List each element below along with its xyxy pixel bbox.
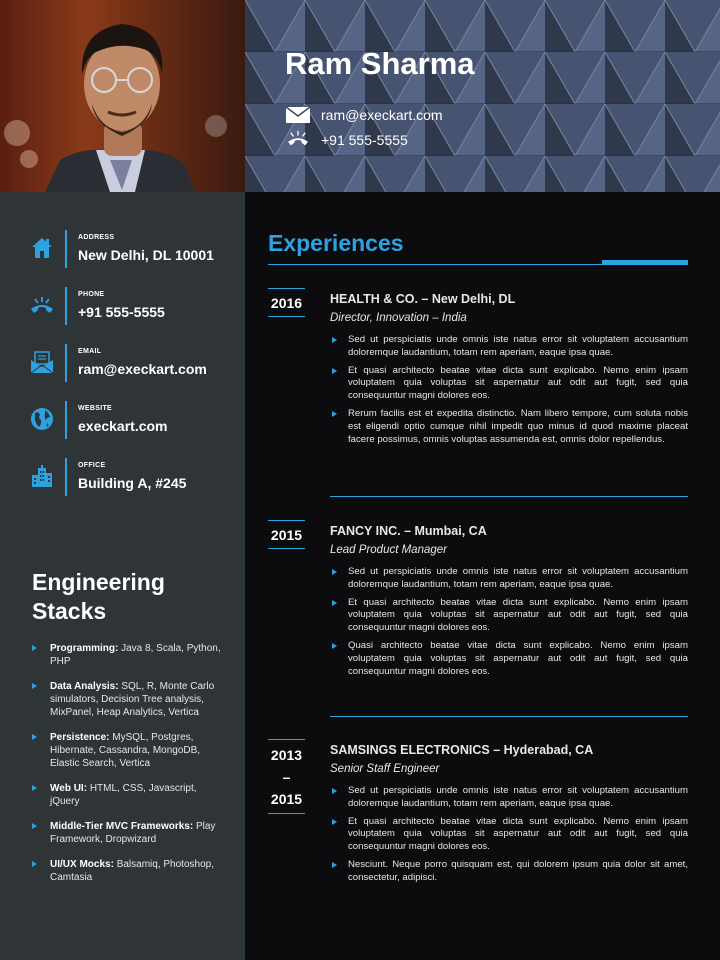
stack-key: Data Analysis: — [50, 681, 119, 692]
stack-key: Programming: — [50, 643, 119, 654]
info-label: EMAIL — [78, 348, 102, 355]
bullet-icon — [332, 862, 337, 868]
bullet-icon — [32, 645, 37, 651]
bullet-text: Sed ut perspiciatis unde omnis iste natus error sit voluptatem accusantium doloremque laudantium, totam rem aperiam, eaque ipsa quae. — [348, 566, 688, 590]
bullet-icon — [332, 643, 337, 649]
job-role: Lead Product Manager — [330, 544, 447, 556]
envelope-icon — [30, 350, 54, 374]
year-range — [268, 740, 305, 813]
header-phone — [285, 131, 408, 149]
list-item — [32, 731, 222, 770]
bullet-icon — [32, 785, 37, 791]
job-bullets — [330, 334, 688, 451]
phone-icon — [285, 131, 311, 149]
info-address — [0, 230, 245, 270]
stack-text: MySQL, Postgres, Hibernate, Cassandra, MongoDB, Elastic Search, Vertica — [50, 732, 201, 769]
bullet-text: Quasi architecto beatae vitae dicta sunt explicabo. Nemo enim ipsam voluptatem quia voluptas sit aspernatur aut odit aut fugit, sed quia consequuntur magni dolores eos. — [348, 639, 688, 677]
bullet-text: Nesciunt. Neque porro quisquam est, qui dolorem ipsum quia dolor sit amet, consectetur, adipisci. — [348, 858, 688, 883]
stack-text: SQL, R, Monte Carlo simulators, Decision Tree analysis, MixPanel, Heap Analytics, Vertica — [50, 681, 215, 718]
bullet-icon — [32, 861, 37, 867]
bullet-icon — [32, 683, 37, 689]
stack-text: Balsamiq, Photoshop, Camtasia — [50, 859, 214, 883]
info-value: +91 555-5555 — [78, 304, 165, 320]
list-item — [330, 640, 688, 678]
globe-icon — [30, 407, 54, 431]
info-office — [0, 458, 245, 498]
info-email — [0, 344, 245, 384]
job-company: SAMSINGS ELECTRONICS – Hyderabad, CA — [330, 743, 594, 757]
bullet-icon — [32, 823, 37, 829]
job-company: HEALTH & CO. – New Delhi, DL — [330, 292, 516, 306]
job-year — [268, 288, 305, 317]
bullet-icon — [332, 411, 337, 417]
year-start: 2013 — [270, 747, 303, 763]
stack-text: Play Framework, Dropwizard — [50, 821, 216, 845]
stack-key: UI/UX Mocks: — [50, 859, 114, 870]
info-value[interactable]: ram@execkart.com — [78, 361, 207, 377]
info-label: PHONE — [78, 291, 105, 298]
bullet-text: Sed ut perspiciatis unde omnis iste natus error sit voluptatem accusantium doloremque laudantium, totam rem aperiam, eaque ipsa quae. — [348, 785, 688, 809]
list-item — [330, 566, 688, 592]
year-end: 2015 — [270, 791, 303, 807]
stack-text: HTML, CSS, Javascript, jQuery — [50, 783, 197, 807]
info-value: Building A, #245 — [78, 475, 187, 491]
year-text: 2016 — [270, 295, 303, 311]
bullet-text: Et quasi architecto beatae vitae dicta sunt explicabo. Nemo enim ipsam voluptatem quia voluptas sit aspernatur aut odit aut fugit, sed quia consequuntur magni dolores eos. — [348, 364, 688, 402]
list-item — [330, 859, 688, 885]
list-item — [32, 782, 222, 808]
job-bullets — [330, 566, 688, 683]
job-year — [268, 520, 305, 549]
bullet-text: Et quasi architecto beatae vitae dicta sunt explicabo. Nemo enim ipsam voluptatem quia voluptas sit aspernatur aut odit aut fugit, sed quia consequuntur magni dolores eos. — [348, 596, 688, 634]
list-item — [32, 858, 222, 884]
job-company: FANCY INC. – Mumbai, CA — [330, 524, 487, 538]
list-item — [32, 680, 222, 719]
info-phone — [0, 287, 245, 327]
candidate-name: Ram Sharma — [285, 46, 475, 81]
phone-icon — [30, 293, 54, 317]
list-item — [32, 820, 222, 846]
job-bullets — [330, 785, 688, 890]
year-text: 2015 — [270, 527, 303, 543]
bullet-icon — [332, 368, 337, 374]
header-email — [285, 106, 443, 124]
stack-key: Web UI: — [50, 783, 88, 794]
header-banner — [245, 0, 720, 192]
info-website — [0, 401, 245, 441]
header — [0, 0, 720, 192]
home-icon — [30, 236, 54, 260]
stack-text: Java 8, Scala, Python, PHP — [50, 643, 221, 667]
info-label: ADDRESS — [78, 234, 115, 241]
experiences-title: Experiences — [268, 230, 404, 256]
stack-key: Middle-Tier MVC Frameworks: — [50, 821, 194, 832]
list-item — [330, 334, 688, 360]
year-dash: – — [282, 769, 291, 785]
bullet-text: Et quasi architecto beatae vitae dicta sunt explicabo. Nemo enim ipsam voluptatem quia voluptas sit aspernatur aut odit aut fugit, sed quia consequuntur magni dolores eos. — [348, 815, 688, 853]
bullet-text: Rerum facilis est et expedita distinctio. Nam libero tempore, cum soluta nobis est eligendi optio cumque nihil impedit quo minus id quod maxime placeat facere possimus, omnis voluptas assumenda est, omnis dolor repellendus. — [348, 407, 688, 445]
stack-list — [32, 642, 222, 896]
info-value[interactable]: execkart.com — [78, 418, 168, 434]
list-item — [330, 408, 688, 446]
header-phone-text: +91 555-5555 — [321, 132, 408, 148]
stacks-title: Engineering Stacks — [32, 569, 165, 624]
list-item — [330, 365, 688, 403]
bullet-icon — [332, 337, 337, 343]
profile-photo — [0, 0, 245, 192]
list-item — [330, 597, 688, 635]
bullet-icon — [332, 788, 337, 794]
bullet-icon — [332, 600, 337, 606]
building-icon — [30, 464, 54, 488]
bullet-icon — [32, 734, 37, 740]
envelope-icon — [285, 106, 311, 124]
job-role: Director, Innovation – India — [330, 312, 467, 324]
job-divider — [330, 716, 688, 717]
bullet-icon — [332, 569, 337, 575]
info-label: OFFICE — [78, 462, 106, 469]
stack-key: Persistence: — [50, 732, 110, 743]
job-year — [268, 739, 305, 814]
job-divider — [330, 496, 688, 497]
info-value: New Delhi, DL 10001 — [78, 247, 214, 263]
bullet-text: Sed ut perspiciatis unde omnis iste natus error sit voluptatem accusantium doloremque laudantium, totam rem aperiam, eaque ipsa quae. — [348, 334, 688, 358]
bullet-icon — [332, 819, 337, 825]
job-role: Senior Staff Engineer — [330, 763, 440, 775]
list-item — [32, 642, 222, 668]
title-accent-bar — [602, 260, 688, 265]
info-label: WEBSITE — [78, 405, 112, 412]
list-item — [330, 785, 688, 811]
header-email-text[interactable]: ram@execkart.com — [321, 107, 443, 123]
list-item — [330, 816, 688, 854]
